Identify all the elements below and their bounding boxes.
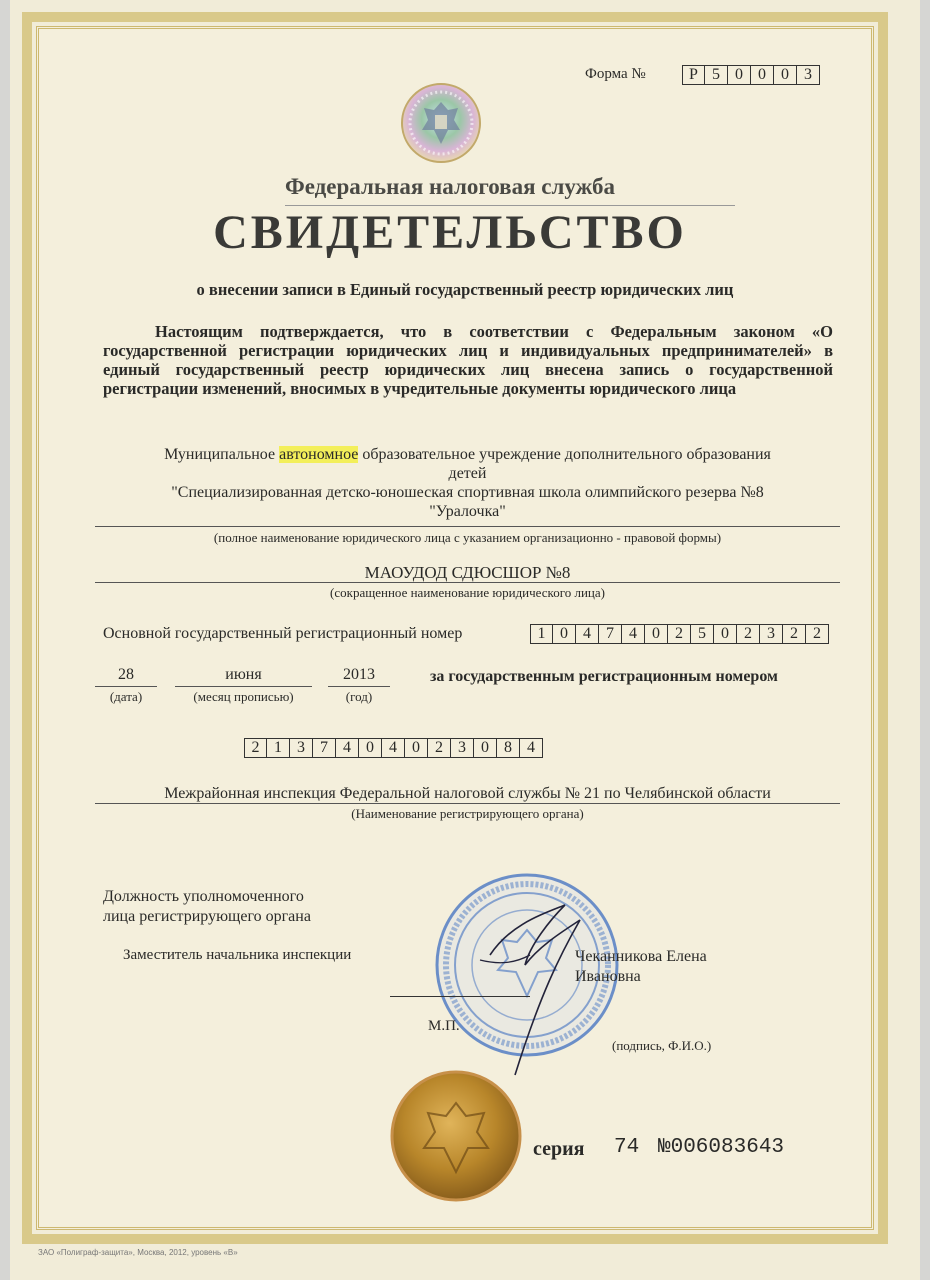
form-code-digit: 0 xyxy=(751,65,774,85)
grn-digit: 2 xyxy=(428,738,451,758)
series-value: 74 xyxy=(614,1136,640,1159)
ogrn-digit: 2 xyxy=(668,624,691,644)
full-name-line1: Муниципальное автономное образовательное учреждение дополнительного образования xyxy=(164,446,771,463)
form-label: Форма № xyxy=(585,66,646,82)
position-label xyxy=(103,887,311,927)
authority-name: Межрайонная инспекция Федеральной налоговой службы № 21 по Челябинской области xyxy=(164,785,771,802)
grn-digit: 3 xyxy=(290,738,313,758)
date-day: 28 xyxy=(118,666,134,683)
entity-full-name xyxy=(95,445,840,521)
confirmation-paragraph: Настоящим подтверждается, что в соответствии с Федеральным законом «О государственной регистрации юридических лиц и индивидуальных предпринимателей» в единый государственный реестр юридических лиц внесена запись о государственной регистрации изменений, вносимых в учредительные документы юридического лица xyxy=(103,322,833,398)
ogrn-digit: 3 xyxy=(760,624,783,644)
form-code-digit: Р xyxy=(682,65,705,85)
full-name-line2: детей xyxy=(448,465,487,482)
grn-digit: 0 xyxy=(405,738,428,758)
date-year: 2013 xyxy=(343,666,375,683)
month-underline xyxy=(175,686,312,687)
signature-line xyxy=(390,996,530,997)
grn-digit: 2 xyxy=(244,738,267,758)
document-title: СВИДЕТЕЛЬСТВО xyxy=(213,206,687,259)
full-name-underline xyxy=(95,526,840,527)
entity-short-name: МАОУДОД СДЮСШОР №8 xyxy=(364,563,571,582)
serial-number: №006083643 xyxy=(658,1136,785,1159)
position-label-line2: лица регистрирующего органа xyxy=(103,908,311,925)
grn-digit: 1 xyxy=(267,738,290,758)
day-underline xyxy=(95,686,157,687)
signatory-position: Заместитель начальника инспекции xyxy=(123,947,352,963)
grn-digit: 4 xyxy=(520,738,543,758)
ogrn-digit: 0 xyxy=(714,624,737,644)
grn-digit: 0 xyxy=(474,738,497,758)
month-caption: (месяц прописью) xyxy=(193,689,294,704)
ogrn-digit: 0 xyxy=(553,624,576,644)
grn-digit: 3 xyxy=(451,738,474,758)
ogrn-digit: 7 xyxy=(599,624,622,644)
grn-digit: 0 xyxy=(359,738,382,758)
ogrn-digit: 2 xyxy=(737,624,760,644)
ogrn-label: Основной государственный регистрационный номер xyxy=(103,625,463,642)
short-name-caption: (сокращенное наименование юридического лица) xyxy=(330,585,605,600)
ogrn-digit: 4 xyxy=(576,624,599,644)
printer-imprint: ЗАО «Полиграф-защита», Москва, 2012, уровень «В» xyxy=(38,1248,238,1257)
form-code-digit: 0 xyxy=(728,65,751,85)
grn-boxes xyxy=(244,738,543,758)
year-caption: (год) xyxy=(345,689,373,704)
ogrn-digit: 1 xyxy=(530,624,553,644)
authority-underline xyxy=(95,803,840,804)
form-code-digit: 0 xyxy=(774,65,797,85)
signatory-name xyxy=(575,947,707,987)
signatory-name-line1: Чеканникова Елена xyxy=(575,948,707,965)
grn-digit: 7 xyxy=(313,738,336,758)
handwritten-signature xyxy=(470,885,590,1085)
form-code-boxes xyxy=(682,65,820,85)
grn-digit: 4 xyxy=(336,738,359,758)
signatory-name-line2: Ивановна xyxy=(575,968,641,985)
mp-label: М.П. xyxy=(428,1018,460,1034)
day-caption: (дата) xyxy=(109,689,143,704)
signature-caption: (подпись, Ф.И.О.) xyxy=(612,1038,712,1053)
grn-digit: 4 xyxy=(382,738,405,758)
agency-title: Федеральная налоговая служба xyxy=(285,174,615,199)
series-label: серия xyxy=(533,1138,585,1160)
form-code-digit: 5 xyxy=(705,65,728,85)
ogrn-boxes xyxy=(530,624,829,644)
full-name-line3: "Специализированная детско-юношеская спортивная школа олимпийского резерва №8 xyxy=(171,484,764,501)
gold-seal-icon xyxy=(388,1068,524,1204)
authority-caption: (Наименование регистрирующего органа) xyxy=(351,806,584,821)
full-name-caption: (полное наименование юридического лица с указанием организационно - правовой формы) xyxy=(213,530,722,545)
ogrn-digit: 5 xyxy=(691,624,714,644)
full-name-line4: "Уралочка" xyxy=(429,503,506,520)
year-underline xyxy=(328,686,390,687)
highlighted-word: автономное xyxy=(279,446,359,463)
document-subtitle: о внесении записи в Единый государственный реестр юридических лиц xyxy=(196,280,734,299)
ogrn-digit: 0 xyxy=(645,624,668,644)
form-code-digit: 3 xyxy=(797,65,820,85)
grn-digit: 8 xyxy=(497,738,520,758)
ogrn-digit: 4 xyxy=(622,624,645,644)
position-label-line1: Должность уполномоченного xyxy=(103,888,304,905)
hologram-emblem-icon xyxy=(400,82,482,164)
short-name-underline xyxy=(95,582,840,583)
ogrn-digit: 2 xyxy=(783,624,806,644)
date-month: июня xyxy=(225,666,262,683)
ogrn-digit: 2 xyxy=(806,624,829,644)
grn-intro: за государственным регистрационным номером xyxy=(430,668,778,685)
